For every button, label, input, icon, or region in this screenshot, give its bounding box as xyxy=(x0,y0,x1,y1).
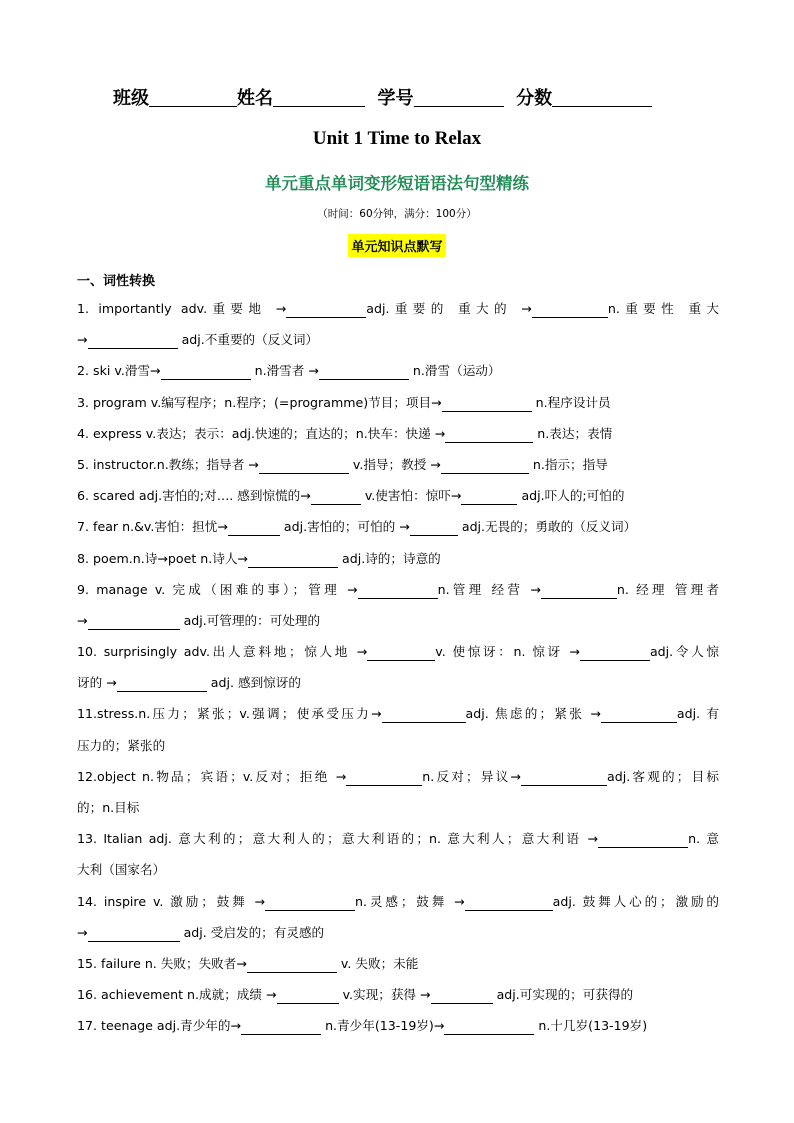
answer-blank[interactable] xyxy=(445,428,533,443)
exercise-text: 3. program v.编写程序；n.程序；(=programme)节目；项目→ xyxy=(77,394,442,410)
answer-blank[interactable] xyxy=(88,927,180,942)
exercise-line xyxy=(77,667,719,698)
exercise-text: 1. importantly adv.重要地 → xyxy=(77,301,287,316)
exercise-line xyxy=(77,792,719,823)
answer-blank[interactable] xyxy=(382,708,466,723)
exercise-text: adj.吓人的;可怕的 xyxy=(517,488,625,504)
exercise-text: adj.重要的 重大的 → xyxy=(366,301,532,316)
student-id-blank[interactable] xyxy=(414,88,504,107)
exercise-text: n. 经理 管理者 xyxy=(616,581,720,597)
answer-blank[interactable] xyxy=(521,771,607,786)
exercise-text: adj.害怕的；可怕的 → xyxy=(279,519,410,535)
exercise-text: → xyxy=(77,612,88,628)
exercise-text: 12.object n.物品；宾语；v.反对；拒绝 → xyxy=(77,768,347,784)
worksheet-subtitle: 单元重点单词变形短语语法句型精练 xyxy=(265,174,529,193)
exercise-text: n.青少年(13-19岁)→ xyxy=(321,1018,445,1034)
exercise-text: 讶的 → xyxy=(77,675,117,691)
exercise-line xyxy=(77,293,719,324)
time-score-info: （时间：60分钟，满分：100分） xyxy=(317,208,477,220)
exercise-text: n.表达；表情 xyxy=(533,425,613,441)
exercise-line xyxy=(77,605,719,636)
exercise-text: adj. 感到惊讶的 xyxy=(206,675,301,691)
exercise-line xyxy=(77,979,719,1010)
exercise-text: adj.不重要的（反义词） xyxy=(177,332,319,348)
exercise-text: n.反对；异议→ xyxy=(422,768,521,784)
answer-blank[interactable] xyxy=(117,677,207,692)
answer-blank[interactable] xyxy=(346,771,422,786)
student-info-line xyxy=(113,84,713,110)
exercise-text: 7. fear n.&v.害怕：担忧→ xyxy=(77,519,228,535)
exercise-text: adj.无畏的；勇敢的（反义词） xyxy=(457,519,637,535)
exercise-text: 压力的；紧张的 xyxy=(77,737,166,753)
name-blank[interactable] xyxy=(273,88,365,107)
exercise-line xyxy=(77,449,719,480)
answer-blank[interactable] xyxy=(88,334,178,349)
exercise-line xyxy=(77,761,719,792)
student-id-label: 学号 xyxy=(377,88,414,109)
exercise-line xyxy=(77,823,719,854)
exercise-line xyxy=(77,854,719,885)
exercise-text: adj.令人惊 xyxy=(649,644,719,660)
answer-blank[interactable] xyxy=(259,459,349,474)
exercise-text: 17. teenage adj.青少年的→ xyxy=(77,1018,242,1034)
exercise-text: n.指示；指导 xyxy=(528,456,608,472)
exercise-line xyxy=(77,574,719,605)
exercise-line xyxy=(77,480,719,511)
answer-blank[interactable] xyxy=(601,708,677,723)
exercise-text: → xyxy=(77,332,88,348)
unit-title: Unit 1 Time to Relax xyxy=(312,128,482,149)
exercise-text: adj. 鼓舞人心的；激励的 xyxy=(552,893,720,909)
exercise-line xyxy=(77,387,719,418)
exercise-text: 16. achievement n.成就；成绩 → xyxy=(77,987,277,1003)
exercise-text: adj.诗的；诗意的 xyxy=(337,550,441,566)
name-label: 姓名 xyxy=(237,88,273,109)
exercise-text: n. 意 xyxy=(688,831,719,847)
exercise-text: v. 使惊讶：n. 惊讶 → xyxy=(435,644,580,660)
answer-blank[interactable] xyxy=(319,365,409,380)
answer-blank[interactable] xyxy=(248,553,338,568)
answer-blank[interactable] xyxy=(532,303,608,318)
answer-blank[interactable] xyxy=(444,1020,534,1035)
exercise-text: 的；n.目标 xyxy=(77,800,140,815)
score-blank[interactable] xyxy=(552,88,652,107)
answer-blank[interactable] xyxy=(358,584,438,599)
answer-blank[interactable] xyxy=(277,989,339,1004)
answer-blank[interactable] xyxy=(247,958,337,973)
exercise-text: 14. inspire v. 激励；鼓舞 → xyxy=(77,893,266,909)
exercise-text: n.滑雪（运动） xyxy=(408,363,501,379)
exercise-text: v.使害怕：惊吓→ xyxy=(360,488,462,504)
exercise-text: v. 失败；未能 xyxy=(336,955,419,971)
exercise-text: n.管理 经营 → xyxy=(437,581,541,597)
exercise-text: 9. manage v. 完成（困难的事）；管理 → xyxy=(77,581,358,597)
answer-blank[interactable] xyxy=(580,646,650,661)
exercise-line xyxy=(77,543,719,574)
exercise-text: adj.可管理的：可处理的 xyxy=(179,612,321,628)
exercise-text: n.灵感；鼓舞 → xyxy=(355,893,465,909)
answer-blank[interactable] xyxy=(367,646,435,661)
answer-blank[interactable] xyxy=(442,397,532,412)
answer-blank[interactable] xyxy=(161,365,251,380)
answer-blank[interactable] xyxy=(461,490,517,505)
exercise-line xyxy=(77,355,719,386)
answer-blank[interactable] xyxy=(88,615,180,630)
exercise-text: 6. scared adj.害怕的;对…. 感到惊慌的→ xyxy=(77,488,311,504)
exercise-line xyxy=(77,886,719,917)
exercise-text: adj. 焦虑的；紧张 → xyxy=(465,706,601,722)
answer-blank[interactable] xyxy=(431,989,493,1004)
section-title: 一、词性转换 xyxy=(77,274,156,289)
exercise-list xyxy=(77,293,719,1042)
exercise-text: 5. instructor.n.教练；指导者 → xyxy=(77,456,259,472)
exercise-line xyxy=(77,730,719,761)
score-label: 分数 xyxy=(516,88,553,109)
answer-blank[interactable] xyxy=(286,303,366,318)
answer-blank[interactable] xyxy=(598,833,688,848)
exercise-text: n.十几岁(13-19岁) xyxy=(534,1018,648,1034)
exercise-text: 2. ski v.滑雪→ xyxy=(77,363,161,379)
banner-wrap xyxy=(0,234,794,257)
exercise-line xyxy=(77,917,719,948)
answer-blank[interactable] xyxy=(410,521,458,536)
exercise-text: adj.可实现的；可获得的 xyxy=(492,987,634,1003)
exercise-line xyxy=(77,948,719,979)
answer-blank[interactable] xyxy=(541,584,617,599)
answer-blank[interactable] xyxy=(311,490,361,505)
exercise-line xyxy=(77,418,719,449)
answer-blank[interactable] xyxy=(228,521,280,536)
class-label: 班级 xyxy=(113,88,149,109)
exercise-text: → xyxy=(77,924,88,940)
exercise-text: 13. Italian adj. 意大利的；意大利人的；意大利语的；n. 意大利人；意大利语 → xyxy=(77,831,599,847)
exercise-line xyxy=(77,636,719,667)
exercise-text: adj.客观的；目标 xyxy=(606,768,719,784)
exercise-text: n.程序设计员 xyxy=(531,394,611,410)
exercise-text: 11.stress.n.压力；紧张；v.强调；使承受压力→ xyxy=(77,706,382,722)
answer-blank[interactable] xyxy=(465,896,553,911)
exercise-line xyxy=(77,1010,719,1041)
exercise-text: n.重要性 重大 xyxy=(607,301,720,316)
exercise-text: 8. poem.n.诗→poet n.诗人→ xyxy=(77,550,248,566)
class-blank[interactable] xyxy=(149,88,237,107)
exercise-text: v.指导；教授 → xyxy=(348,456,441,472)
exercise-line xyxy=(77,698,719,729)
answer-blank[interactable] xyxy=(241,1020,321,1035)
exercise-text: v.实现；获得 → xyxy=(338,987,431,1003)
exercise-text: 4. express v.表达；表示：adj.快速的；直达的；n.快车：快递 → xyxy=(77,425,446,441)
section-banner: 单元知识点默写 xyxy=(348,234,445,257)
exercise-text: 大利（国家名） xyxy=(77,862,166,878)
answer-blank[interactable] xyxy=(265,896,355,911)
exercise-line xyxy=(77,511,719,542)
exercise-text: 15. failure n. 失败；失败者→ xyxy=(77,955,247,971)
exercise-line xyxy=(77,324,719,355)
exercise-text: 10. surprisingly adv.出人意料地；惊人地 → xyxy=(77,644,368,660)
answer-blank[interactable] xyxy=(441,459,529,474)
exercise-text: adj. 有 xyxy=(676,706,719,722)
exercise-text: adj. 受启发的；有灵感的 xyxy=(179,924,325,940)
exercise-text: n.滑雪者 → xyxy=(250,363,319,379)
